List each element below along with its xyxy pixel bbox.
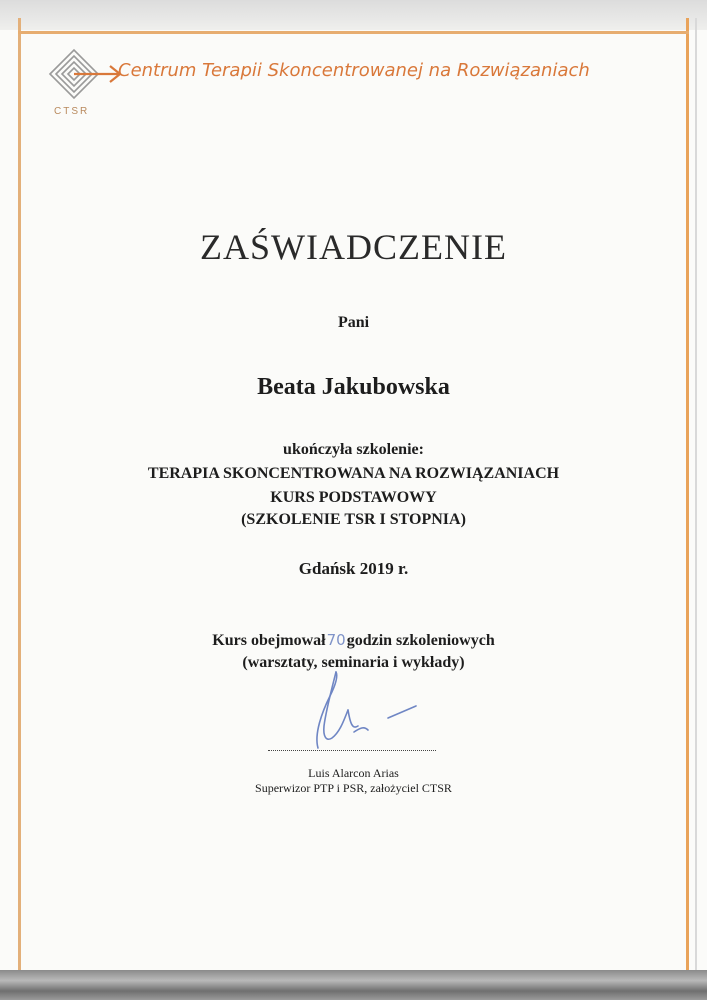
course-title-line-2: KURS PODSTAWOWY xyxy=(270,489,437,506)
recipient-name: Beata Jakubowska xyxy=(257,374,450,400)
completed-text: ukończyła szkolenie: xyxy=(283,441,424,458)
hours-suffix: godzin szkoleniowych xyxy=(346,632,495,649)
hours-value: 70 xyxy=(326,631,346,649)
handwritten-signature xyxy=(296,666,426,756)
signatory-role: Superwizor PTP i PSR, założyciel CTSR xyxy=(255,781,452,795)
logo-abbreviation: CTSR xyxy=(54,106,90,117)
ctsr-logo-icon xyxy=(44,44,124,104)
place-and-date: Gdańsk 2019 r. xyxy=(298,559,409,578)
course-title-line-1: TERAPIA SKONCENTROWANA NA ROZWIĄZANIACH xyxy=(147,465,560,482)
scan-bottom-edge xyxy=(0,970,707,1000)
salutation: Pani xyxy=(337,314,370,331)
course-hours xyxy=(0,631,707,650)
hours-prefix: Kurs obejmował xyxy=(212,632,326,649)
certificate-title: ZAŚWIADCZENIE xyxy=(200,227,507,267)
signature-line xyxy=(268,750,436,751)
organization-name: Centrum Terapii Skoncentrowanej na Rozwiązaniach xyxy=(118,60,590,81)
signatory-name: Luis Alarcon Arias xyxy=(308,766,399,780)
course-title-line-3: (SZKOLENIE TSR I STOPNIA) xyxy=(241,511,466,528)
course-scope: (warsztaty, seminaria i wykłady) xyxy=(242,654,465,671)
page-border-top xyxy=(18,31,689,34)
scan-top-edge xyxy=(0,0,707,30)
